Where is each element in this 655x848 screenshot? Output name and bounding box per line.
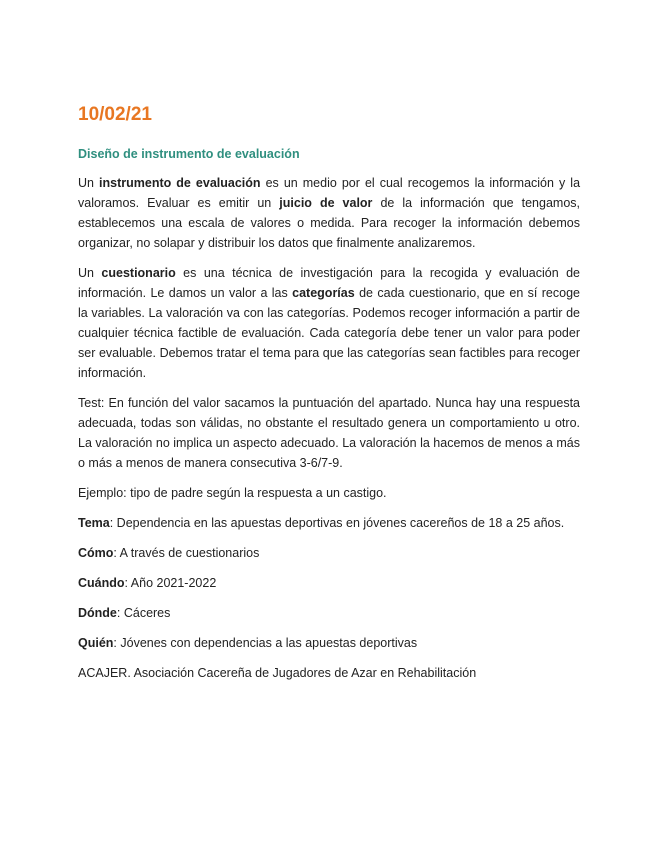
field-label-tema: Tema xyxy=(78,516,110,530)
entry-date: 10/02/21 xyxy=(78,104,152,125)
field-tema xyxy=(78,513,580,533)
paragraph-acajer: ACAJER. Asociación Cacereña de Jugadores de Azar en Rehabilitación xyxy=(78,666,477,680)
field-value-quien: : Jóvenes con dependencias a las apuestas deportivas xyxy=(113,636,418,650)
field-como xyxy=(78,543,580,563)
paragraph-text: Un xyxy=(78,176,100,190)
field-label-donde: Dónde xyxy=(78,606,117,620)
field-label-cuando: Cuándo xyxy=(78,576,125,590)
field-value-como: : A través de cuestionarios xyxy=(113,546,260,560)
paragraph-text: es una técnica de investigación para la recogida y evaluación de información. Le damos un valor a las xyxy=(78,266,580,300)
field-quien xyxy=(78,633,580,653)
document-page xyxy=(78,104,580,693)
paragraph-text: de cada cuestionario, que en sí recoge la variables. La valoración va con las categorías. Podemos recoger información a partir de cualquier técnica factible de evaluación. Cada categoría debe tener un valor para poder ser evaluable. Debemos tratar el tema para que las categorías sean factibles para recoger información. xyxy=(78,286,580,380)
bold-term-juicio: juicio de valor xyxy=(279,196,373,210)
paragraph-cuestionario xyxy=(78,263,580,383)
field-value-donde: : Cáceres xyxy=(116,606,171,620)
paragraph-test: Test: En función del valor sacamos la puntuación del apartado. Nunca hay una respuesta adecuada, todas son válidas, no obstante el resultado genera un comportamiento u otro. La valoración no implica un aspecto adecuado. La valoración la hacemos de menos a más o más a menos de manera consecutiva 3-6/7-9. xyxy=(78,396,580,470)
paragraph-text: es un medio por el cual recogemos la información y la valoramos. Evaluar es emitir un xyxy=(78,176,581,210)
paragraph-example: Ejemplo: tipo de padre según la respuesta a un castigo. xyxy=(78,486,387,500)
field-value-cuando: : Año 2021-2022 xyxy=(124,576,217,590)
field-value-tema: : Dependencia en las apuestas deportivas en jóvenes cacereños de 18 a 25 años. xyxy=(109,516,565,530)
section-title: Diseño de instrumento de evaluación xyxy=(78,147,300,161)
bold-term-categorias: categorías xyxy=(292,286,355,300)
paragraph-instrumento xyxy=(78,173,580,253)
bold-term-cuestionario: cuestionario xyxy=(101,266,176,280)
bold-term-instrumento: instrumento de evaluación xyxy=(99,176,261,190)
field-donde xyxy=(78,603,580,623)
field-cuando xyxy=(78,573,580,593)
field-label-quien: Quién xyxy=(78,636,114,650)
paragraph-text: de la información que tengamos, establecemos una escala de valores o medida. Para recoger la información debemos organizar, no solapar y distribuir los datos que finalmente analizaremos. xyxy=(78,196,580,250)
field-label-como: Cómo xyxy=(78,546,114,560)
paragraph-text: Un xyxy=(78,266,102,280)
